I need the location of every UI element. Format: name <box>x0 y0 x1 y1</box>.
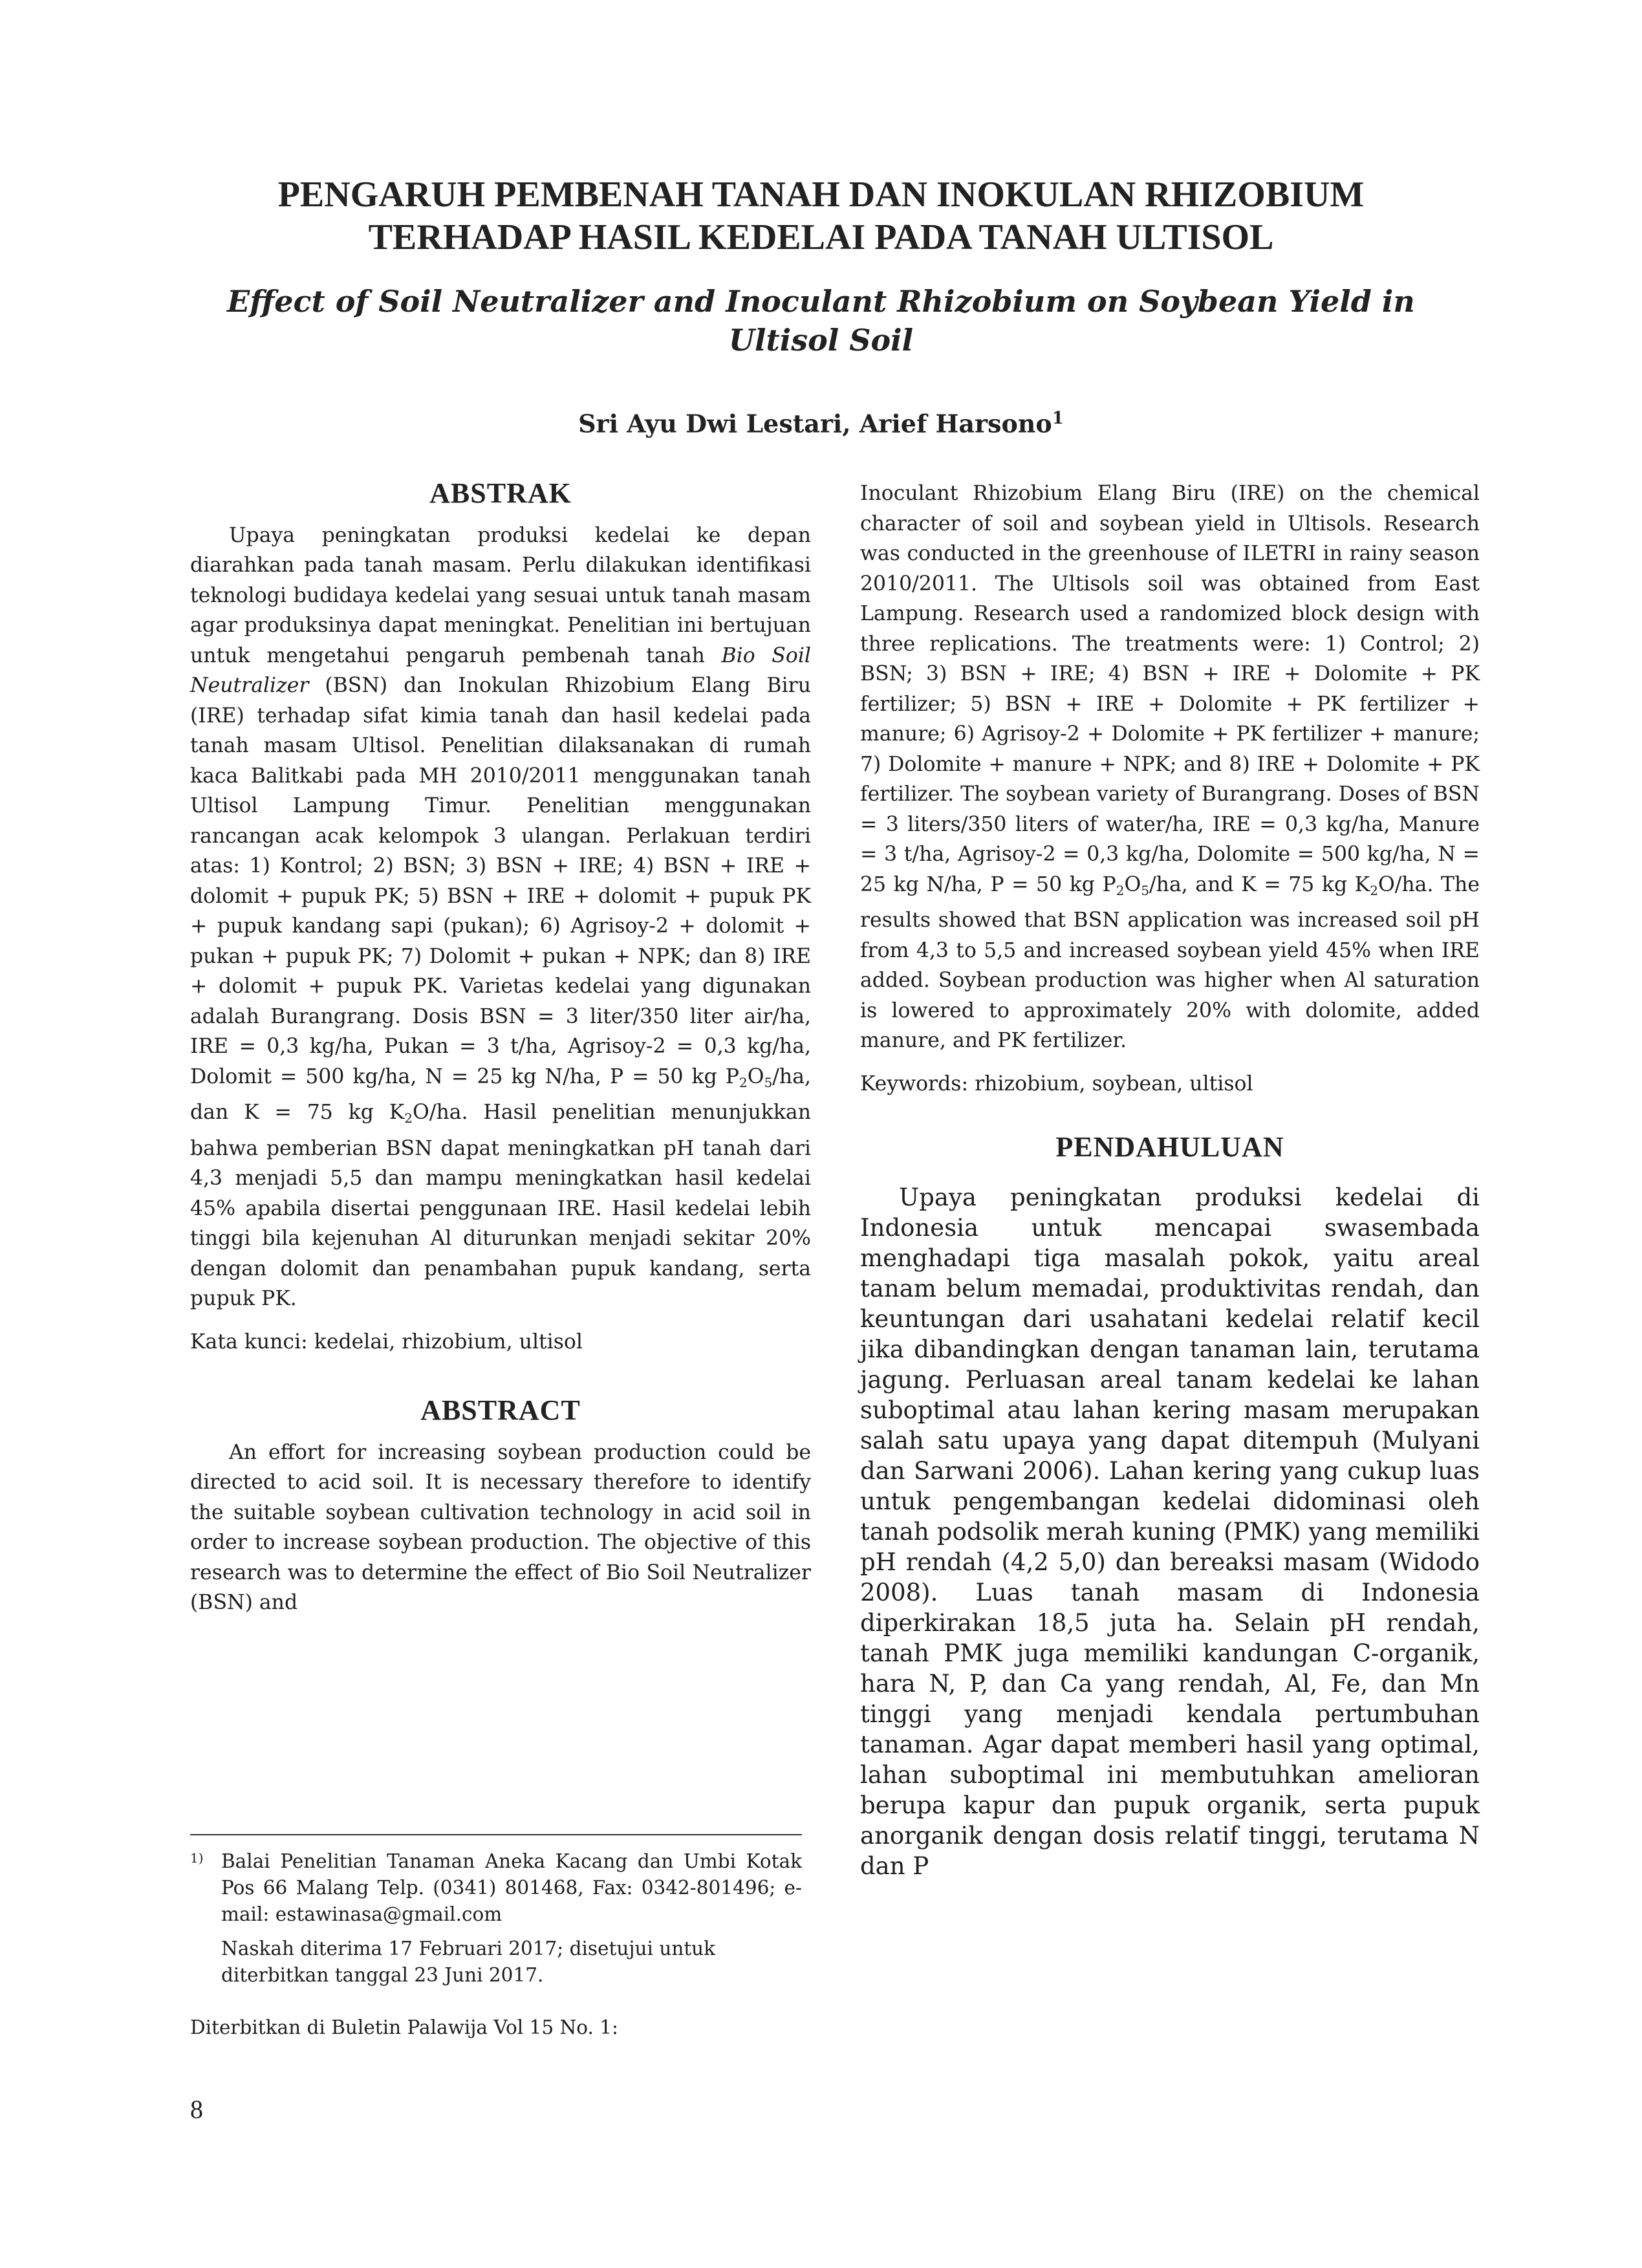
subscript: 2 <box>1116 882 1125 898</box>
subscript: 2 <box>404 1110 413 1126</box>
abstract-text-d: O/ha. The results showed that BSN application was increased soil pH from 4,3 to 5,5 and increased soybean yield 45% when IRE added. Soybean production was higher when Al saturation is lowered to approximately 20% with dolomite, added manure, and PK fertilizer. <box>860 872 1480 1052</box>
footnote-mark: 1) <box>190 1850 204 1866</box>
author-names: Sri Ayu Dwi Lestari, Arief Harsono <box>578 409 1052 438</box>
abstract-keywords: Keywords: rhizobium, soybean, ultisol <box>860 1072 1253 1096</box>
english-title-line-1: Effect of Soil Neutralizer and Inoculant Rhizobium on Soybean Yield in <box>227 284 1415 319</box>
subscript: 5 <box>764 1074 773 1090</box>
abstract-heading: ABSTRACT <box>420 1394 581 1426</box>
footnote-affiliation <box>190 1848 802 1928</box>
abstract-text-a: Inoculant Rhizobium Elang Biru (IRE) on the chemical character of soil and soybean yield in Ultisols. Research was conducted in the greenhouse of ILETRI in rainy season 2010/2011. The Ultisols soil was obtained from East Lampung. Research used a randomized block design with three replications. The treatments were: 1) Control; 2) BSN; 3) BSN + IRE; 4) BSN + IRE + Dolomite + PK fertilizer; 5) BSN + IRE + Dolomite + PK fertilizer + manure; 6) Agrisoy-2 + Dolomite + PK fertilizer + manure; 7) Dolomite + manure + NPK; and 8) IRE + Dolomite + PK fertilizer. The soybean variety of Burangrang. Doses of BSN = 3 liters/350 liters of water/ha, IRE = 0,3 kg/ha, Manure = 3 t/ha, Agrisoy-2 = 0,3 kg/ha, Dolomite = 500 kg/ha, N = 25 kg N/ha, P = 50 kg P <box>860 482 1480 896</box>
footnote-received: Naskah diterima 17 Februari 2017; disetujui untuk diterbitkan tanggal 23 Juni 2017. <box>221 1938 716 1986</box>
abstrak-text-o: O <box>747 1064 764 1088</box>
pendahuluan-body: Upaya peningkatan produksi kedelai di Indonesia untuk mencapai swasembada menghadapi tiga masalah pokok, yaitu areal tanam belum memadai, produktivitas rendah, dan keuntungan dari usahatani kedelai relatif kecil jika dibandingkan dengan tanaman lain, terutama jagung. Perluasan areal tanam kedelai ke lahan suboptimal atau lahan kering masam merupakan salah satu upaya yang dapat ditempuh (Mulyani dan Sarwani 2006). Lahan kering yang cukup luas untuk pengembangan kedelai didominasi oleh tanah podsolik merah kuning (PMK) yang memiliki pH rendah (4,2 5,0) dan bereaksi masam (Widodo 2008). Luas tanah masam di Indonesia diperkirakan 18,5 juta ha. Selain pH rendah, tanah PMK juga memiliki kandungan C-organik, hara N, P, dan Ca yang rendah, Al, Fe, dan Mn tinggi yang menjadi kendala pertumbuhan tanaman. Agar dapat memberi hasil yang optimal, lahan suboptimal ini membutuhkan amelioran berupa kapur dan pupuk organik, serta pupuk anorganik dengan dosis relatif tinggi, terutama N dan P <box>860 1183 1480 1880</box>
abstrak-text-d: O/ha. Hasil penelitian menunjukkan bahwa pemberian BSN dapat meningkatkan pH tanah dari 4,3 menjadi 5,5 dan mampu meningkatkan hasil kedelai 45% apabila disertai penggunaan IRE. Hasil kedelai lebih tinggi bila kejenuhan Al diturunkan menjadi sekitar 20% dengan dolomit dan penambahan pupuk kandang, serta pupuk PK. <box>190 1101 811 1310</box>
authors <box>129 402 1513 440</box>
english-title <box>129 282 1513 360</box>
page-number: 8 <box>190 2095 203 2124</box>
abstrak-text-italic: Bio Soil Neutralizer <box>190 643 811 697</box>
subscript: 2 <box>1370 882 1378 898</box>
right-column <box>860 479 1480 1881</box>
abstract-body-left: An effort for increasing soybean production could be directed to acid soil. It is necessary therefore to identify the suitable soybean cultivation technology in acid soil in order to increase soybean production. The objective of this research was to determine the effect of Bio Soil Neutralizer (BSN) and <box>190 1440 811 1614</box>
abstrak-body <box>190 521 811 1314</box>
pendahuluan-heading: PENDAHULUAN <box>1055 1131 1284 1163</box>
footnote-published: Diterbitkan di Buletin Palawija Vol 15 No. 1: <box>190 2016 618 2038</box>
author-affiliation-mark: 1 <box>1052 409 1064 428</box>
abstrak-text-c: /ha, dan K = 75 kg K <box>190 1064 811 1124</box>
abstract-text-o: O <box>1124 872 1141 896</box>
abstrak-keywords: Kata kunci: kedelai, rhizobium, ultisol <box>190 1330 583 1354</box>
footnote <box>190 1848 802 2041</box>
title-line-1: PENGARUH PEMBENAH TANAH DAN INOKULAN RHIZOBIUM <box>277 175 1365 215</box>
subscript: 5 <box>1141 882 1150 898</box>
abstrak-heading: ABSTRAK <box>429 477 572 509</box>
footnote-divider <box>190 1834 802 1835</box>
abstract-text-c: /ha, and K = 75 kg K <box>1149 872 1370 896</box>
subscript: 2 <box>739 1074 748 1090</box>
footnote-affiliation-text: Balai Penelitian Tanaman Aneka Kacang dan Umbi Kotak Pos 66 Malang Telp. (0341) 801468, Fax: 0342-801496; e-mail: estawinasa@gmail.com <box>221 1850 802 1925</box>
abstract-body-right <box>860 479 1480 1056</box>
abstrak-text-b: (BSN) dan Inokulan Rhizobium Elang Biru (IRE) terhadap sifat kimia tanah dan hasil kedelai pada tanah masam Ultisol. Penelitian dilaksanakan di rumah kaca Balitkabi pada MH 2010/2011 menggunakan tanah Ultisol Lampung Timur. Penelitian menggunakan rancangan acak kelompok 3 ulangan. Perlakuan terdiri atas: 1) Kontrol; 2) BSN; 3) BSN + IRE; 4) BSN + IRE + dolomit + pupuk PK; 5) BSN + IRE + dolomit + pupuk PK + pupuk kandang sapi (pukan); 6) Agrisoy-2 + dolomit + pukan + pupuk PK; 7) Dolomit + pukan + NPK; dan 8) IRE + dolomit + pupuk PK. Varietas kedelai yang digunakan adalah Burangrang. Dosis BSN = 3 liter/350 liter air/ha, IRE = 0,3 kg/ha, Pukan = 3 t/ha, Agrisoy-2 = 0,3 kg/ha, Dolomit = 500 kg/ha, N = 25 kg N/ha, P = 50 kg P <box>190 674 811 1088</box>
left-column <box>190 479 811 1618</box>
abstrak-text-a: Upaya peningkatan produksi kedelai ke depan diarahkan pada tanah masam. Perlu dilakukan identifikasi teknologi budidaya kedelai yang sesuai untuk tanah masam agar produksinya dapat meningkat. Penelitian ini bertujuan untuk mengetahui pengaruh pembenah tanah <box>190 523 811 667</box>
title-line-2: TERHADAP HASIL KEDELAI PADA TANAH ULTISOL <box>368 217 1274 257</box>
english-title-line-2: Ultisol Soil <box>728 323 914 358</box>
paper-title <box>129 173 1513 259</box>
pendahuluan-section <box>860 1182 1480 1881</box>
